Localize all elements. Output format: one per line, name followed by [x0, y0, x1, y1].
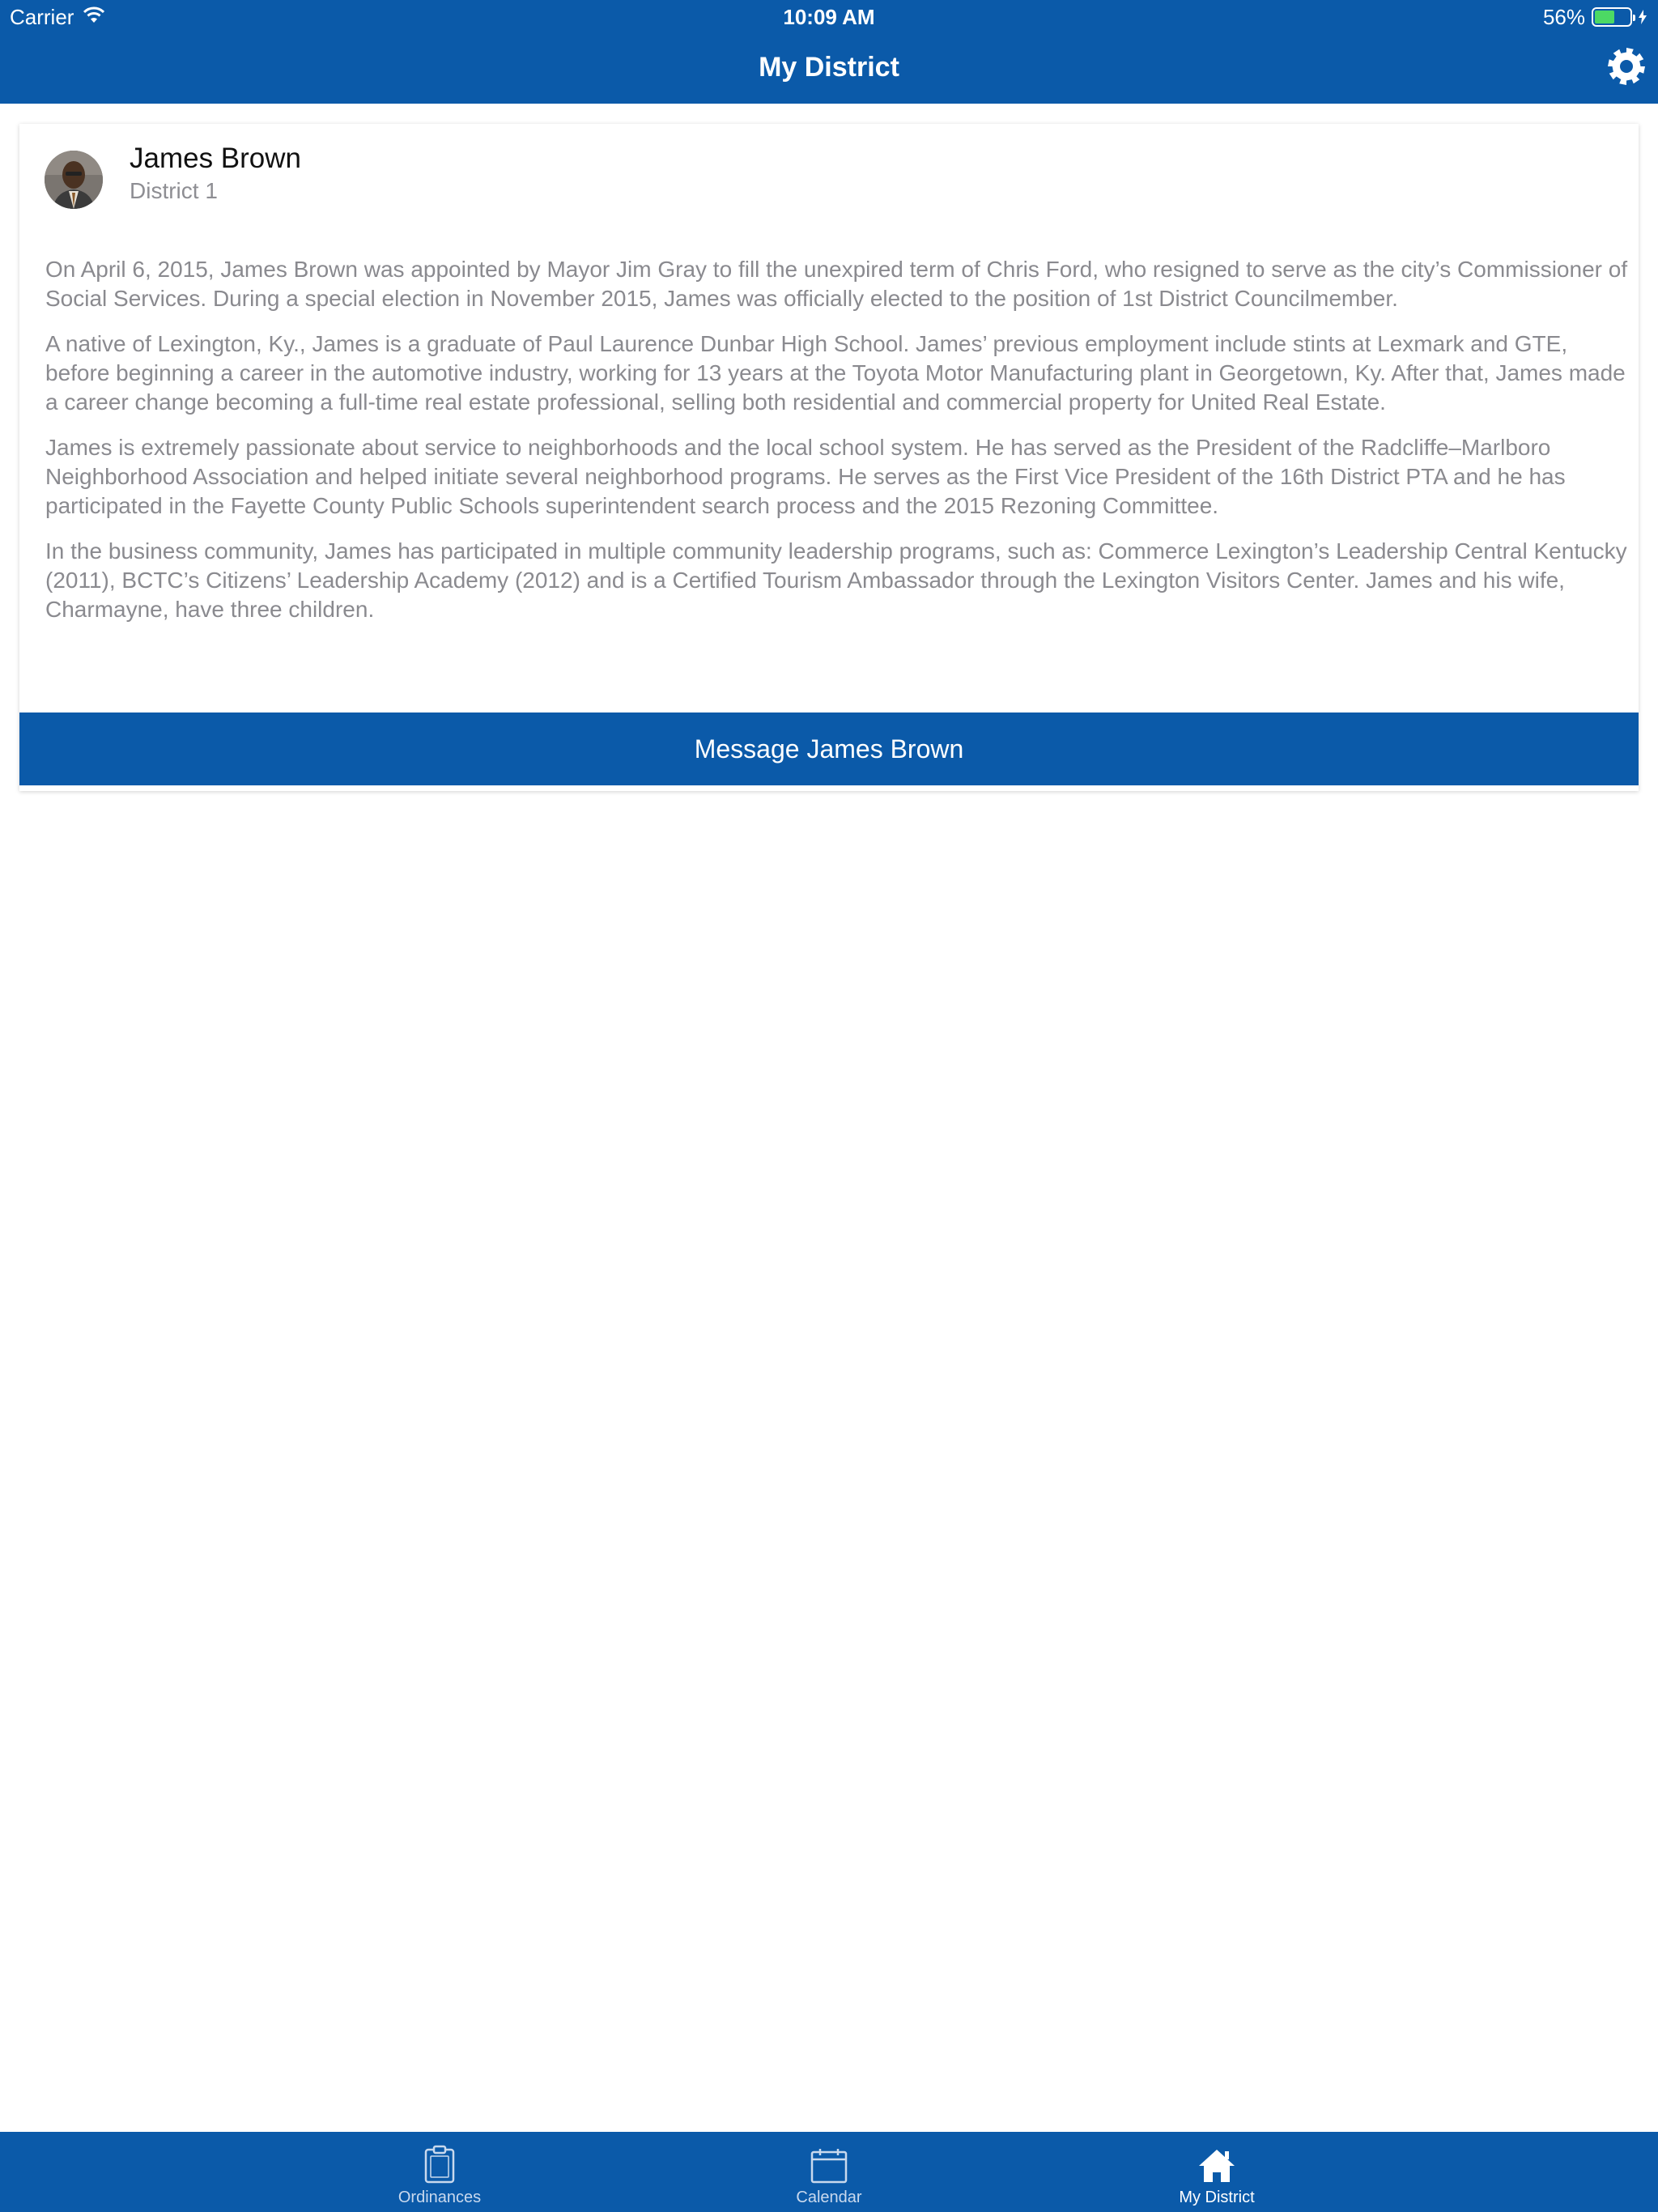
gear-icon	[1606, 46, 1647, 91]
battery-percent: 56%	[1542, 4, 1585, 29]
settings-button[interactable]	[1605, 46, 1648, 90]
status-time: 10:09 AM	[783, 5, 875, 29]
message-member-button[interactable]: Message James Brown	[19, 713, 1639, 785]
battery-icon	[1592, 7, 1632, 27]
avatar	[45, 151, 103, 209]
tab-label: My District	[1179, 2189, 1255, 2206]
gear-hole	[1620, 60, 1633, 73]
home-icon	[1197, 2143, 1236, 2184]
page-title: My District	[759, 52, 899, 83]
member-card	[19, 124, 1639, 791]
battery-level	[1595, 11, 1614, 23]
wifi-icon	[82, 5, 106, 30]
header	[0, 0, 1658, 104]
status-carrier	[10, 3, 106, 31]
bio-paragraph: A native of Lexington, Ky., James is a graduate of Paul Laurence Dunbar High School. James’ previous employment include stints at Lexmark and GTE, before beginning a career in the automotive industry, working for 13 years at the Toyota Motor Manufacturing plant in Georgetown, Ky. After that, James made a career change becoming a full-time real estate professional, selling both residential and commercial property for United Real Estate.	[45, 331, 1626, 415]
tab-ordinances[interactable]	[318, 2132, 561, 2212]
carrier-label: Carrier	[10, 4, 74, 29]
member-district: District 1	[130, 178, 218, 203]
clipboard-icon	[423, 2143, 456, 2184]
member-bio	[45, 255, 1632, 640]
tab-bar	[0, 2132, 1658, 2212]
charging-bolt-icon	[1639, 5, 1647, 30]
bio-paragraph: In the business community, James has participated in multiple community leadership programs, such as: Commerce Lexington’s Leadership Central Kentucky (2011), BCTC’s Citizens’ Leadership Academy (2012) and is a Certified Tourism Ambassador through the Lexington Visitors Center. James and his wife, Charmayne, have three children.	[45, 538, 1627, 622]
status-battery	[1543, 3, 1647, 31]
tab-label: Ordinances	[397, 2189, 482, 2206]
member-name: James Brown	[130, 143, 302, 174]
tab-calendar[interactable]	[708, 2132, 950, 2212]
tab-my-district[interactable]	[1095, 2132, 1338, 2212]
calendar-icon	[810, 2143, 848, 2184]
bio-paragraph: On April 6, 2015, James Brown was appointed by Mayor Jim Gray to fill the unexpired term of Chris Ford, who resigned to serve as the city’s Commissioner of Social Services. During a special election in November 2015, James was officially elected to the position of 1st District Councilmember.	[45, 257, 1628, 311]
bio-paragraph: James is extremely passionate about service to neighborhoods and the local school system. He has served as the President of the Radcliffe–Marlboro Neighborhood Association and helped initiate several neighborhood programs. He serves as the First Vice President of the 16th District PTA and he has participated in the Fayette County Public Schools superintendent search process and the 2015 Rezoning Committee.	[45, 435, 1566, 518]
tab-label: Calendar	[796, 2189, 862, 2206]
